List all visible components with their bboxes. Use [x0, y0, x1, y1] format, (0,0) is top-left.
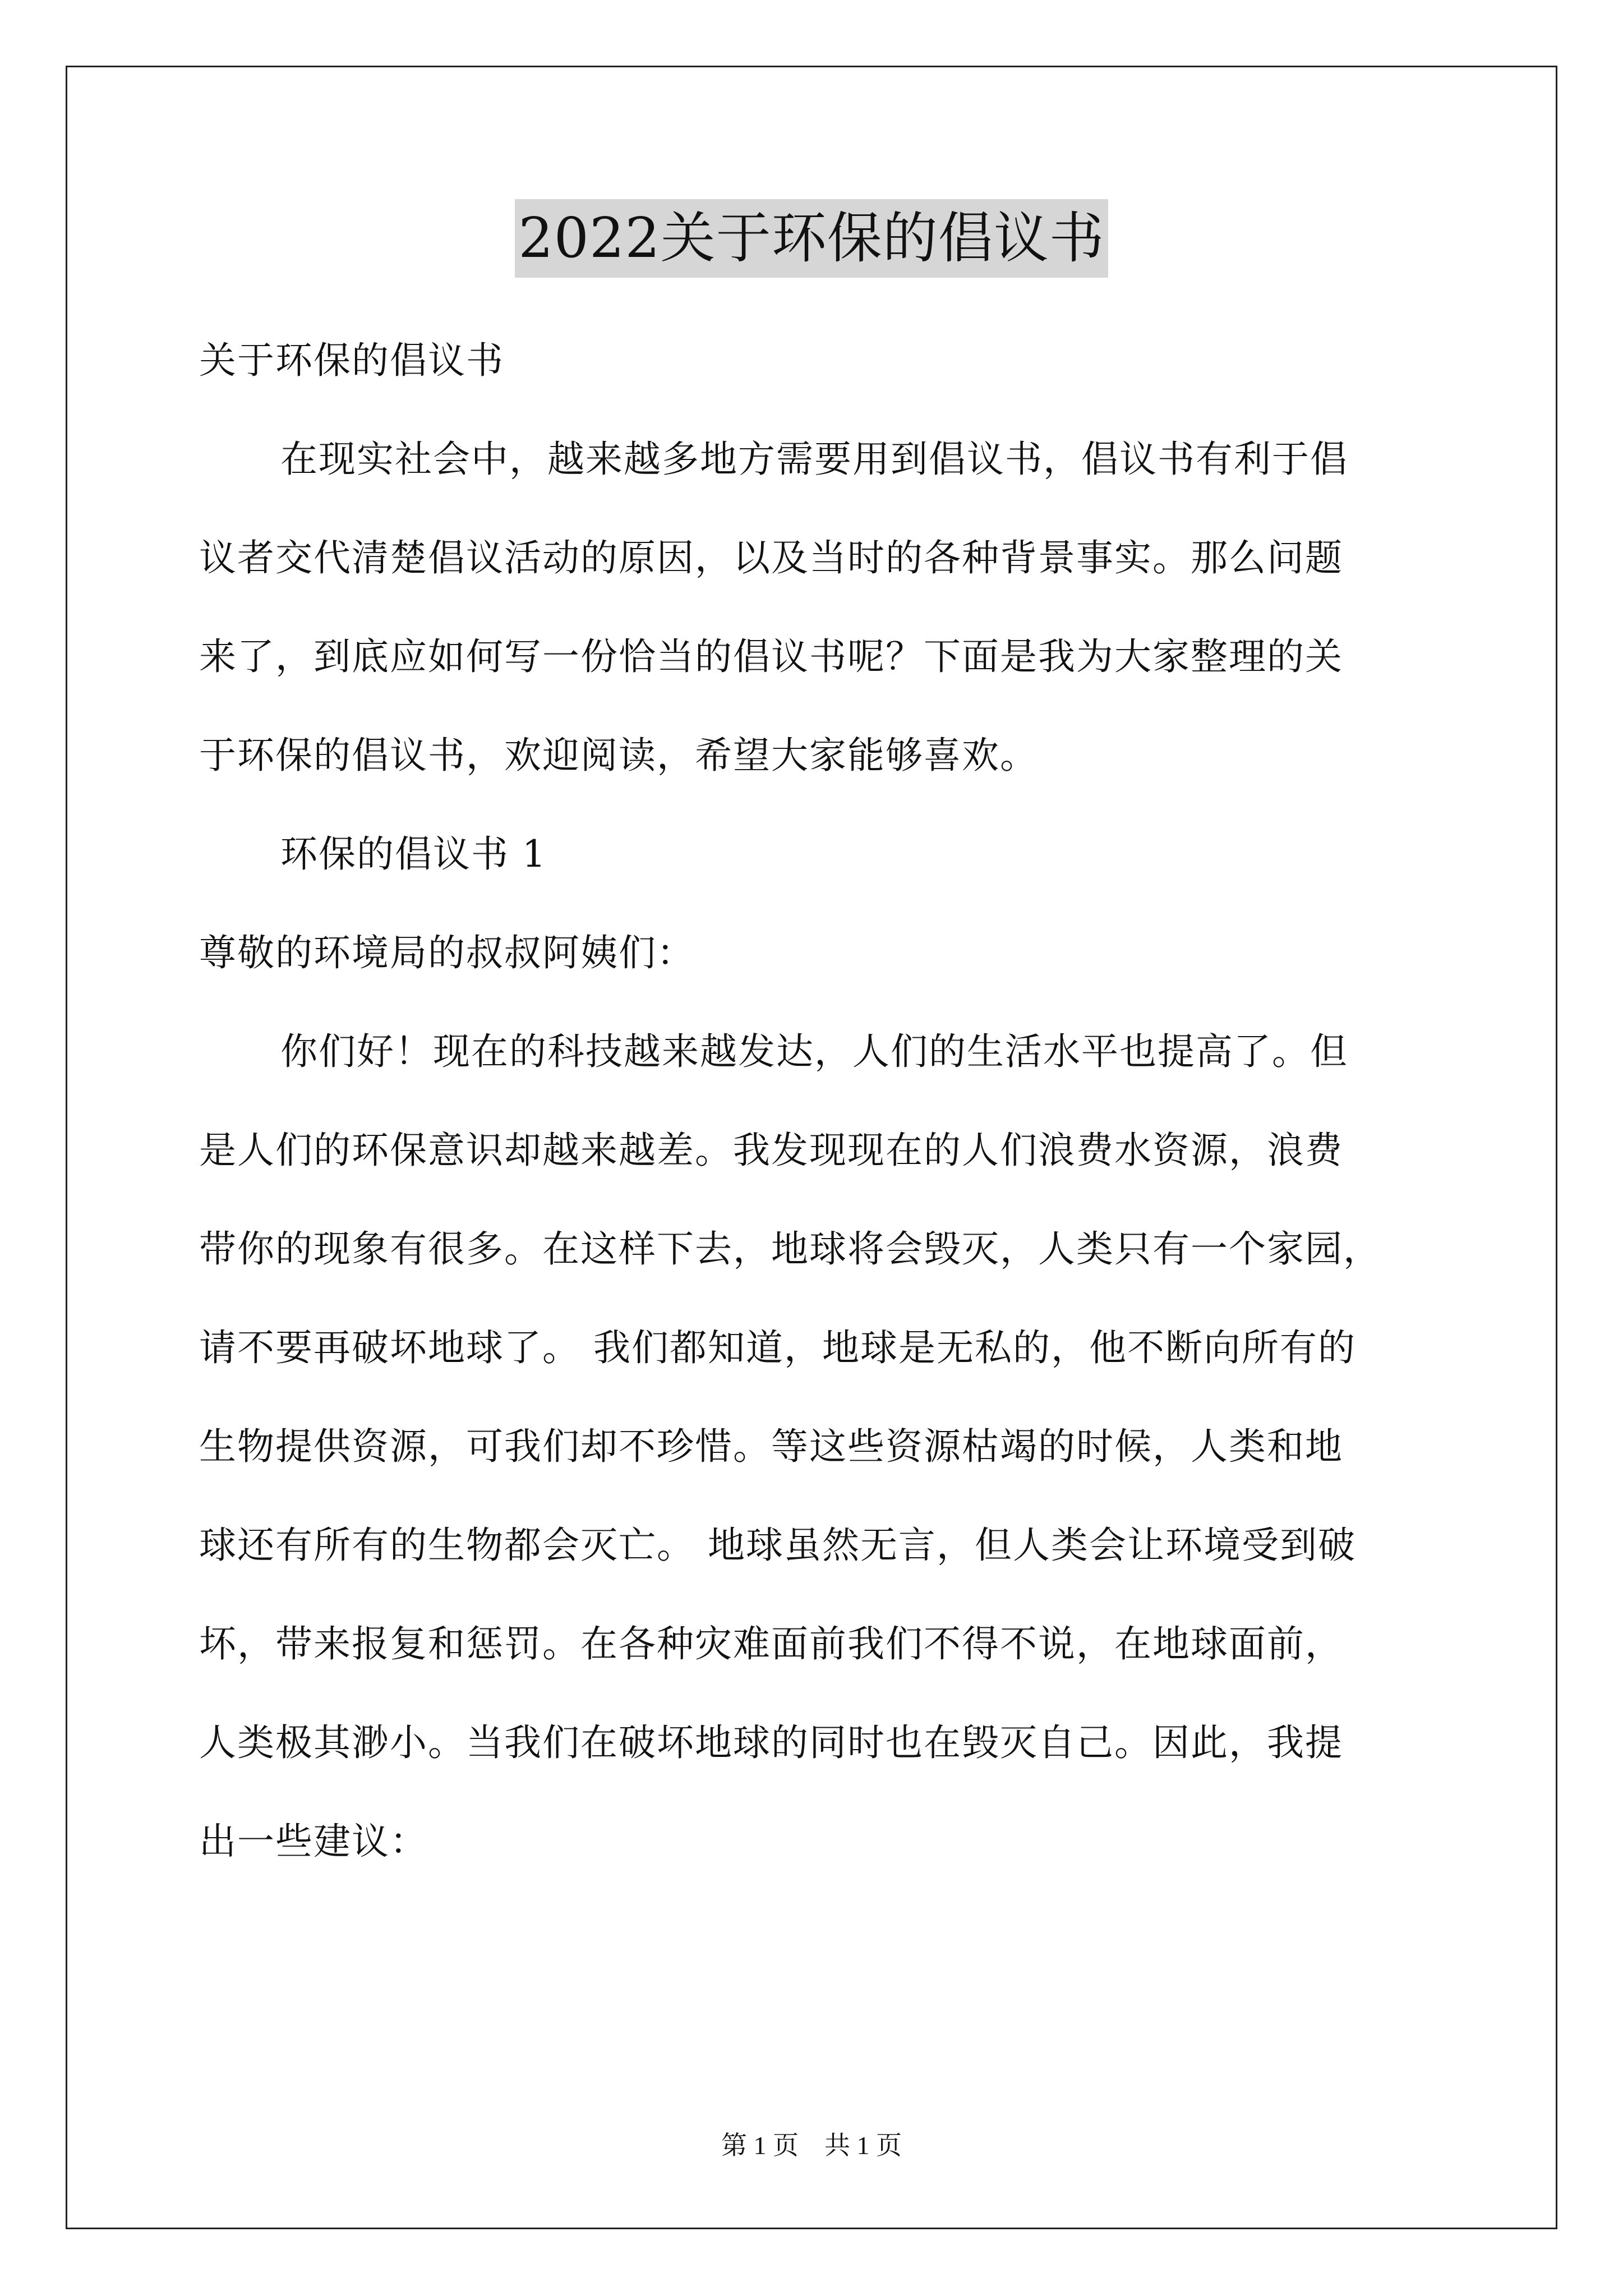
- paragraph-line: 于环保的倡议书，欢迎阅读，希望大家能够喜欢。: [199, 734, 1038, 777]
- title-container: [0, 199, 1623, 278]
- paragraph-line: 请不要再破坏地球了。 我们都知道，地球是无私的，他不断向所有的: [199, 1326, 1356, 1369]
- paragraph-line: 来了，到底应如何写一份恰当的倡议书呢？下面是我为大家整理的关: [199, 635, 1343, 678]
- page-number-footer: 第 1 页 共 1 页: [721, 2131, 902, 2160]
- paragraph-line: 生物提供资源，可我们却不珍惜。等这些资源枯竭的时候，人类和地: [199, 1425, 1343, 1468]
- document-title: 2022关于环保的倡议书: [515, 199, 1108, 278]
- paragraph-line: 是人们的环保意识却越来越差。我发现现在的人们浪费水资源，浪费: [199, 1129, 1343, 1172]
- paragraph-line: 在现实社会中，越来越多地方需要用到倡议书，倡议书有利于倡: [280, 438, 1348, 481]
- paragraph-line: 议者交代清楚倡议活动的原因，以及当时的各种背景事实。那么问题: [199, 536, 1343, 579]
- subtitle-line: 关于环保的倡议书: [199, 339, 504, 382]
- paragraph-line: 你们好！现在的科技越来越发达，人们的生活水平也提高了。但: [280, 1030, 1348, 1073]
- paragraph-line: 人类极其渺小。当我们在破坏地球的同时也在毁灭自己。因此，我提: [199, 1721, 1343, 1764]
- section-heading: 环保的倡议书 1: [280, 832, 547, 876]
- paragraph-line: 带你的现象有很多。在这样下去，地球将会毁灭，人类只有一个家园，: [199, 1227, 1381, 1271]
- paragraph-line: 球还有所有的生物都会灭亡。 地球虽然无言，但人类会让环境受到破: [199, 1524, 1356, 1567]
- paragraph-line: 坏，带来报复和惩罚。在各种灾难面前我们不得不说，在地球面前，: [199, 1622, 1343, 1665]
- paragraph-line: 出一些建议：: [199, 1820, 428, 1863]
- salutation-line: 尊敬的环境局的叔叔阿姨们：: [199, 931, 695, 974]
- document-body: [199, 311, 1438, 1891]
